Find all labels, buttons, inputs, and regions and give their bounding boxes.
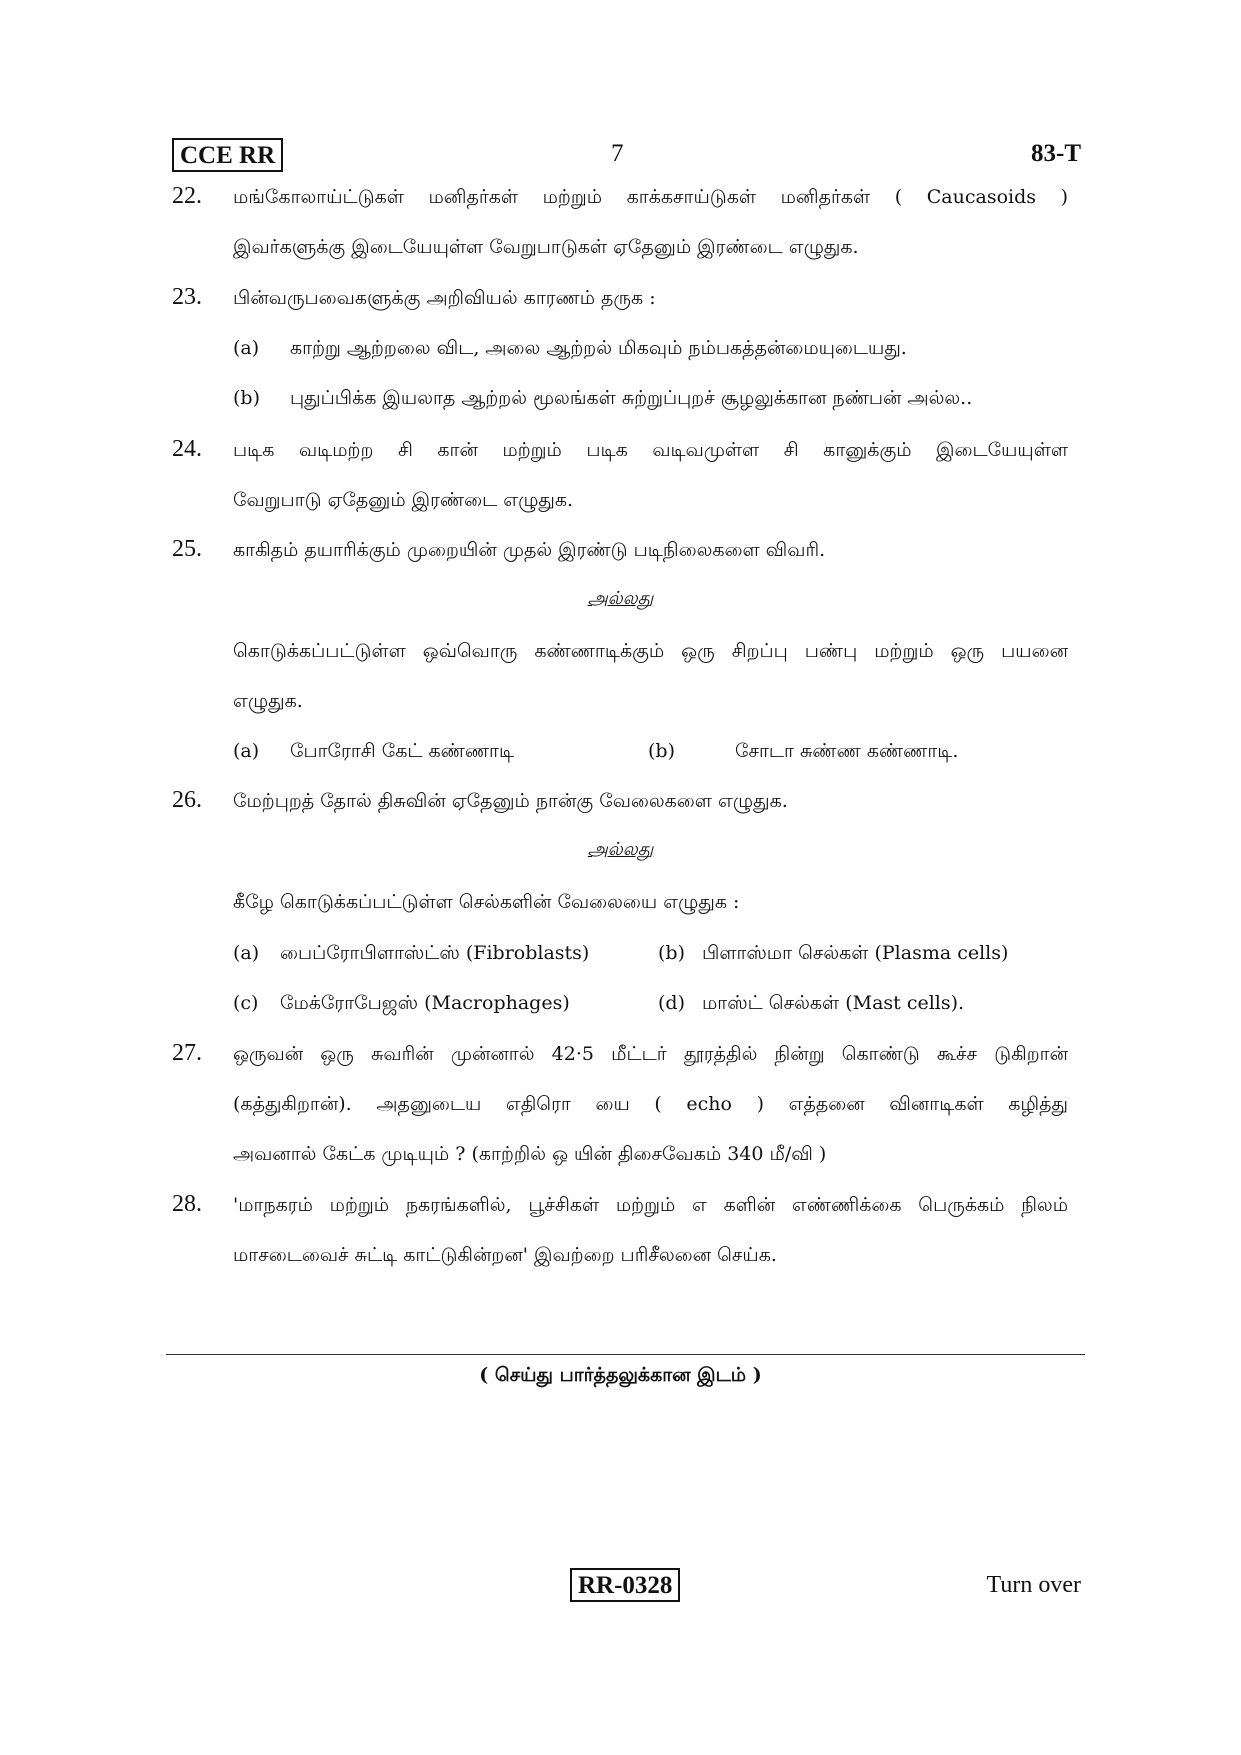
question-23-option-a-text: காற்று ஆற்றலை விட, அலை ஆற்றல் மிகவும் நம்பகத்தன்மையுடையது. [290,337,907,359]
rough-work-divider [166,1354,1085,1355]
question-number-28: 28. [172,1191,202,1217]
question-26-option-b-text: பிளாஸ்மா செல்கள் (Plasma cells) [702,942,1009,964]
question-25-option-b-text: சோடா சுண்ண கண்ணாடி. [735,740,959,762]
turn-over-label: Turn over [986,1572,1081,1598]
question-26-option-d-label: (d) [658,992,685,1014]
page-number: 7 [611,140,624,167]
question-number-23: 23. [172,284,202,310]
question-number-22: 22. [172,183,202,209]
question-28-line-2: மாசடைவைச் சுட்டி காட்டுகின்றன' இவற்றை பரிசீலனை செய்க. [233,1244,777,1266]
question-23-line-1: பின்வருபவைகளுக்கு அறிவியல் காரணம் தருக : [233,287,656,309]
question-26-or-label: அல்லது [587,839,654,860]
subject-code-box: CCE RR [172,138,283,172]
question-24-line-2: வேறுபாடு ஏதேனும் இரண்டை எழுதுக. [233,489,574,511]
question-26-line-1: மேற்புறத் தோல் திசுவின் ஏதேனும் நான்கு வேலைகளை எழுதுக. [233,790,788,812]
question-26-option-c-label: (c) [233,992,259,1014]
question-23-option-b-label: (b) [233,387,260,409]
rough-work-label: ( செய்து பார்த்தலுக்கான இடம் ) [479,1364,762,1386]
question-28-line-1: 'மாநகரம் மற்றும் நகரங்களில், பூச்சிகள் மற்றும் எ களின் எண்ணிக்கை பெருக்கம் நிலம் [233,1194,1068,1216]
question-25-option-a-label: (a) [233,740,260,762]
question-22-line-1: மங்கோலாய்ட்டுகள் மனிதர்கள் மற்றும் காக்கசாய்டுகள் மனிதர்கள் ( Caucasoids ) [233,186,1068,208]
question-25-line-2: கொடுக்கப்பட்டுள்ள ஒவ்வொரு கண்ணாடிக்கும் ஒரு சிறப்பு பண்பு மற்றும் ஒரு பயனை [233,640,1068,662]
question-26-option-a-label: (a) [233,942,260,964]
question-23-option-b-text: புதுப்பிக்க இயலாத ஆற்றல் மூலங்கள் சுற்றுப்புறச் சூழலுக்கான நண்பன் அல்ல.. [290,387,973,409]
question-25-or-label: அல்லது [587,588,654,609]
question-26-option-a-text: பைப்ரோபிளாஸ்ட்ஸ் (Fibroblasts) [280,942,590,964]
question-25-line-3: எழுதுக. [233,690,303,712]
question-number-25: 25. [172,536,202,562]
question-27-line-3: அவனால் கேட்க முடியும் ? (காற்றில் ஒ யின் திசைவேகம் 340 மீ/வி ) [233,1143,827,1165]
question-26-option-b-label: (b) [658,942,685,964]
question-25-option-b-label: (b) [648,740,675,762]
paper-code: 83-T [1031,140,1081,167]
question-25-line-1: காகிதம் தயாரிக்கும் முறையின் முதல் இரண்டு படிநிலைகளை விவரி. [233,539,826,561]
question-number-26: 26. [172,787,202,813]
question-26-option-d-text: மாஸ்ட் செல்கள் (Mast cells). [702,992,965,1014]
question-24-line-1: படிக வடிமற்ற சி கான் மற்றும் படிக வடிவமுள்ள சி கானுக்கும் இடையேயுள்ள [233,439,1068,461]
question-26-line-2: கீழே கொடுக்கப்பட்டுள்ள செல்களின் வேலையை எழுதுக : [233,891,740,913]
question-23-option-a-label: (a) [233,337,260,359]
question-22-line-2: இவர்களுக்கு இடையேயுள்ள வேறுபாடுகள் ஏதேனும் இரண்டை எழுதுக. [233,236,859,258]
question-27-line-2: (கத்துகிறான்). அதனுடைய எதிரொ யை ( echo ) எத்தனை வினாடிகள் கழித்து [233,1093,1068,1115]
question-number-24: 24. [172,436,202,462]
question-27-line-1: ஒருவன் ஒரு சுவரின் முன்னால் 42·5 மீட்டர் தூரத்தில் நின்று கொண்டு கூச்ச டுகிறான் [233,1043,1068,1065]
question-26-option-c-text: மேக்ரோபேஜஸ் (Macrophages) [280,992,570,1014]
question-number-27: 27. [172,1040,202,1066]
footer-code-box: RR-0328 [570,1568,680,1602]
question-25-option-a-text: போரோசி கேட் கண்ணாடி [290,740,515,762]
